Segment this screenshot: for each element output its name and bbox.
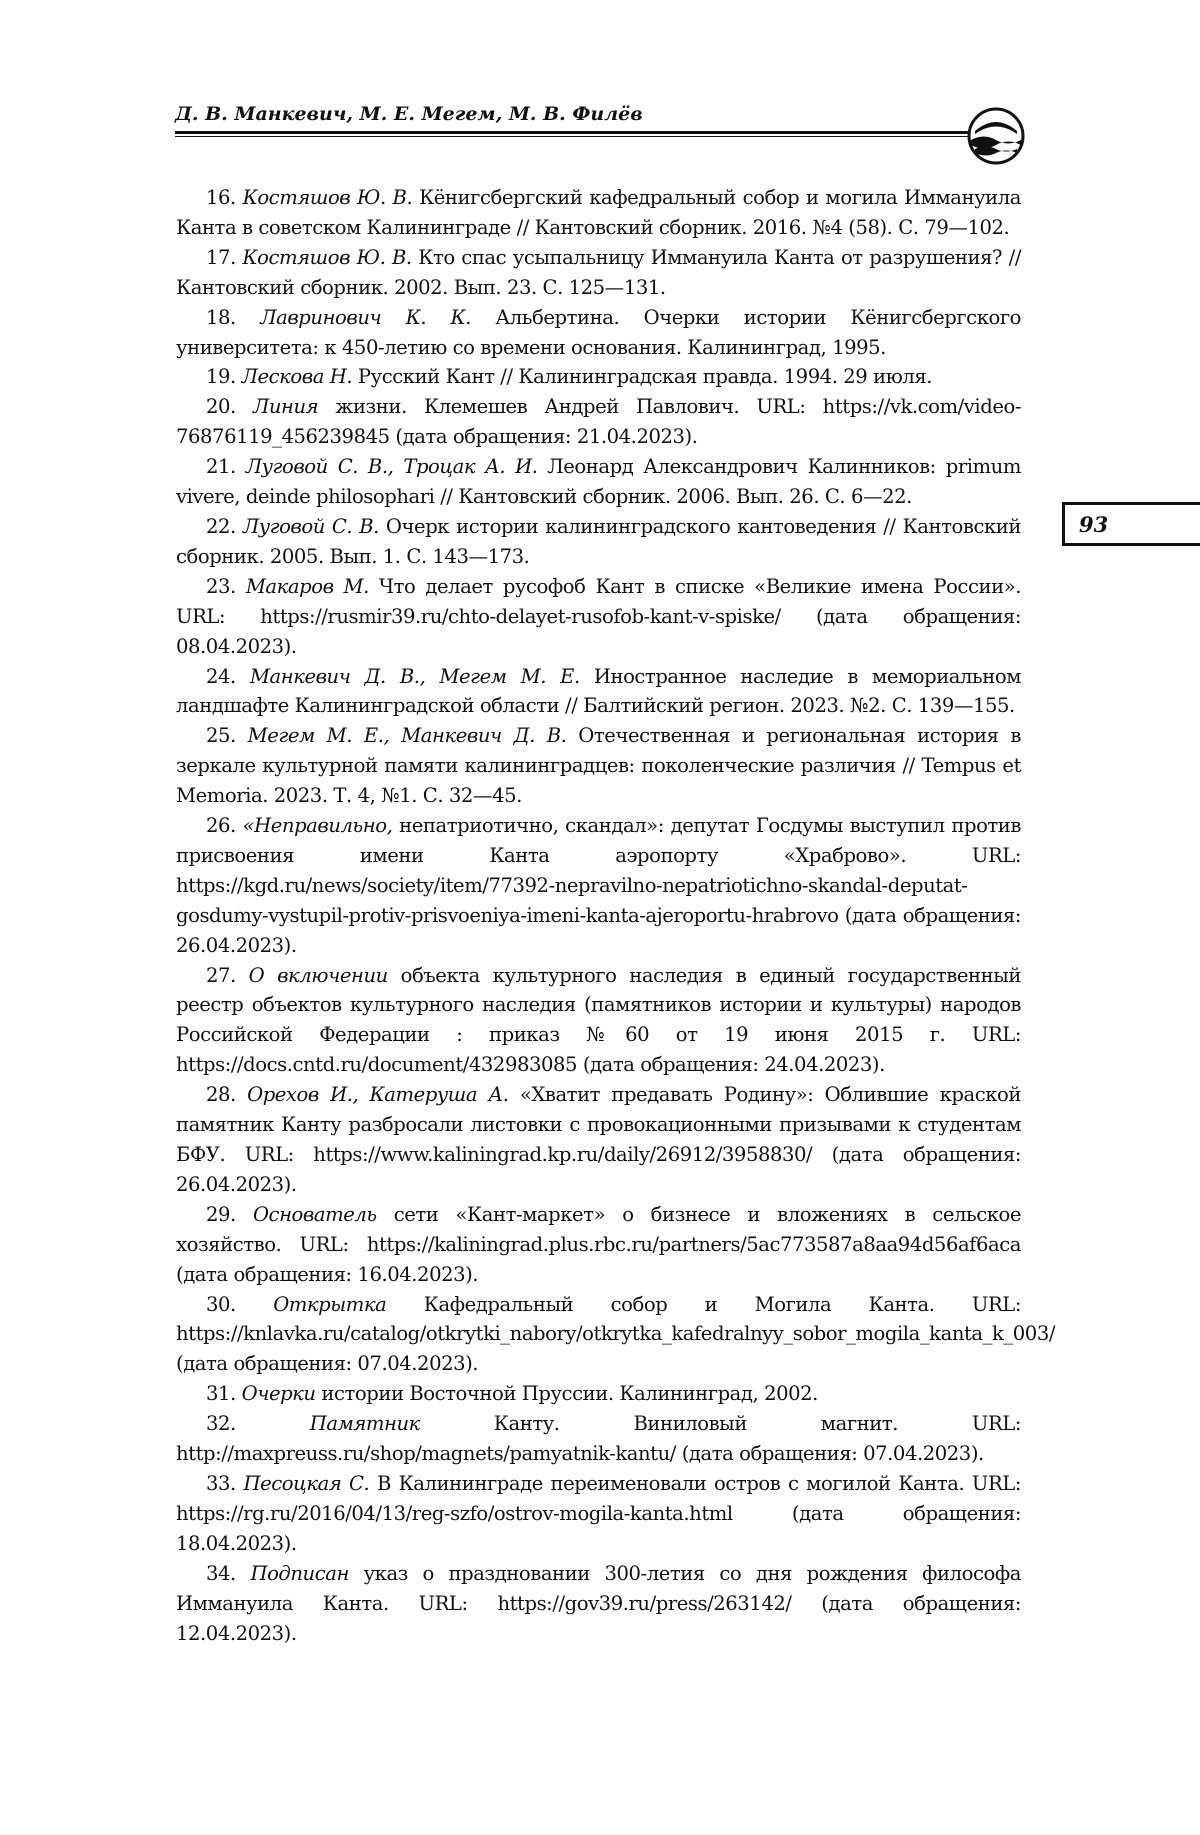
reference-author: Линия (252, 395, 319, 419)
reference-number: 22. (206, 514, 236, 538)
reference-number: 30. (206, 1292, 236, 1316)
reference-entry (176, 362, 1021, 392)
reference-author: Орехов И., Катеруша А. (247, 1083, 509, 1107)
reference-text: Русский Кант // Калининградская правда. 1994. 29 июля. (352, 365, 933, 389)
reference-number: 16. (206, 186, 236, 209)
reference-entry (176, 243, 1021, 303)
reference-text: указ о праздновании 300-летия со дня рождения философа Иммануила Канта. URL: https://gov39.ru/press/263142/ (дата обращения: 12.04.2023). (176, 1561, 1021, 1645)
reference-author: О включении (248, 963, 388, 987)
reference-author: Лавринович К. К. (260, 305, 472, 329)
reference-author: Основатель (252, 1202, 377, 1226)
reference-text: объекта культурного наследия в единый государственный реестр объектов культурного наследия (памятников истории и культуры) народов Российской Федерации : приказ №60 от 19 июня 2015 г. URL: https://docs.cntd.ru/document/432983085 (дата обращения: 24.04.2023). (176, 963, 1021, 1077)
reference-entry (176, 303, 1021, 363)
reference-number: 23. (206, 574, 236, 598)
reference-number: 20. (206, 395, 236, 419)
reference-text: Иностранное наследие в мемориальном ландшафте Калининградской области // Балтийский регион. 2023. №2. С. 139—155. (176, 664, 1021, 718)
reference-entry (176, 961, 1021, 1081)
reference-entry (176, 572, 1021, 662)
reference-author: Луговой С. В. (242, 514, 379, 538)
reference-entry (176, 1080, 1021, 1200)
reference-author: Макаров М. (245, 574, 369, 598)
reference-number: 19. (206, 365, 236, 389)
header-rule (175, 131, 970, 137)
reference-entry (176, 183, 1021, 243)
reference-number: 17. (206, 245, 236, 269)
reference-author: Манкевич Д. В., Мегем М. Е. (249, 664, 580, 688)
reference-text: сети «Кант-маркет» о бизнесе и вложениях в сельское хозяйство. URL: https://kaliningrad.plus.rbc.ru/partners/5ac773587a8aa94d56af6aca (дата обращения: 16.04.2023). (176, 1202, 1022, 1286)
reference-author: Костяшов Ю. В. (242, 186, 413, 209)
reference-entry (176, 1559, 1021, 1649)
reference-number: 28. (206, 1083, 236, 1107)
reference-author: «Неправильно, (242, 814, 393, 838)
reference-entry (176, 452, 1021, 512)
reference-text: Канту. Виниловый магнит. URL: http://maxpreuss.ru/shop/magnets/pamyatnik-kantu/ (дата обращения: 07.04.2023). (176, 1412, 1021, 1466)
reference-number: 25. (206, 724, 236, 748)
reference-number: 31. (206, 1382, 236, 1406)
reference-list (176, 183, 1055, 1648)
reference-text: Кто спас усыпальницу Иммануила Канта от разрушения? // Кантовский сборник. 2002. Вып. 23. С. 125—131. (176, 245, 1021, 299)
reference-author: Песоцкая С. (243, 1471, 370, 1495)
reference-number: 27. (206, 963, 236, 987)
reference-number: 32. (206, 1412, 236, 1436)
wave-sun-logo-icon (966, 106, 1026, 166)
reference-entry (176, 1379, 1021, 1409)
reference-entry (176, 1469, 1021, 1559)
reference-number: 24. (206, 664, 236, 688)
reference-text: Леонард Александрович Калинников: primum vivere, deinde philosophari // Кантовский сборник. 2006. Вып. 26. С. 6—22. (176, 455, 1021, 509)
reference-number: 26. (206, 814, 236, 838)
reference-text: В Калининграде переименовали остров с могилой Канта. URL: https://rg.ru/2016/04/13/reg-szfo/ostrov-mogila-kanta.html (дата обращения: 18.04.2023). (176, 1471, 1021, 1555)
reference-number: 34. (206, 1561, 236, 1585)
reference-text: истории Восточной Пруссии. Калининград, 2002. (315, 1382, 818, 1406)
reference-text: Очерк истории калининградского кантоведения // Кантовский сборник. 2005. Вып. 1. С. 143—173. (176, 514, 1021, 568)
reference-text: «Хватит предавать Родину»: Облившие краской памятник Канту разбросали листовки с провокационными призывами к студентам БФУ. URL: https://www.kaliningrad.kp.ru/daily/26912/3958830/ (дата обращения: 26.04.2023). (176, 1083, 1021, 1196)
reference-author: Костяшов Ю. В. (242, 245, 412, 269)
reference-author: Очерки (241, 1382, 316, 1406)
header-rule-thick (175, 131, 970, 134)
reference-number: 33. (206, 1471, 236, 1495)
reference-author: Мегем М. Е., Манкевич Д. В. (247, 724, 567, 748)
reference-author: Открытка (273, 1292, 387, 1316)
reference-author: Памятник (309, 1412, 420, 1436)
page-number: 93 (1079, 512, 1109, 537)
reference-author: Луговой С. В., Троцак А. И. (245, 455, 538, 479)
reference-author: Лескова Н. (241, 365, 353, 389)
reference-entry (176, 1290, 1055, 1380)
reference-entry (176, 1200, 1021, 1290)
reference-number: 18. (206, 305, 236, 329)
header-rule-thin (175, 136, 970, 137)
reference-author: Подписан (250, 1561, 349, 1585)
page-number-tab (1062, 502, 1200, 546)
reference-number: 29. (206, 1202, 236, 1226)
reference-text: Отечественная и региональная история в зеркале культурной памяти калининградцев: поколенческие различия // Tempus et Memoria. 2023. Т. 4, №1. С. 32—45. (176, 724, 1021, 808)
reference-text: непатриотично, скандал»: депутат Госдумы выступил против присвоения имени Канта аэропорту «Храброво». URL: https://kgd.ru/news/society/item/77392-nepravilno-nepatriotichno-skandal-deputat-gosdumy-vystupil-protiv-prisvoeniya-imeni-kanta-ajeroportu-hrabrovo (дата обращения: 26.04.2023). (176, 814, 1021, 957)
reference-text: жизни. Клемешев Андрей Павлович. URL: https://vk.com/video-76876119_456239845 (дата обращения: 21.04.2023). (176, 395, 1022, 449)
reference-entry (176, 662, 1021, 722)
reference-text: Кафедральный собор и Могила Канта. URL: https://knlavka.ru/catalog/otkrytki_nabory/otkrytka_kafedralnyy_sobor_mogila_kanta_k_003/ (дата обращения: 07.04.2023). (176, 1292, 1055, 1376)
reference-entry (176, 811, 1021, 961)
reference-number: 21. (206, 455, 236, 479)
running-head-authors: Д. В. Манкевич, М. Е. Мегем, М. В. Филёв (175, 103, 643, 125)
reference-entry (176, 512, 1021, 572)
reference-text: Альбертина. Очерки истории Кёнигсбергского университета: к 450-летию со времени основания. Калининград, 1995. (176, 305, 1021, 359)
reference-entry (176, 392, 1021, 452)
reference-text: Кёнигсбергский кафедральный собор и могила Иммануила Канта в советском Калининграде // Кантовский сборник. 2016. №4 (58). С. 79—102. (176, 186, 1021, 239)
reference-entry (176, 721, 1021, 811)
reference-entry (176, 1409, 1021, 1469)
reference-text: Что делает русофоб Кант в списке «Великие имена России». URL: https://rusmir39.ru/chto-delayet-rusofob-kant-v-spiske/ (дата обращения: 08.04.2023). (176, 574, 1022, 658)
